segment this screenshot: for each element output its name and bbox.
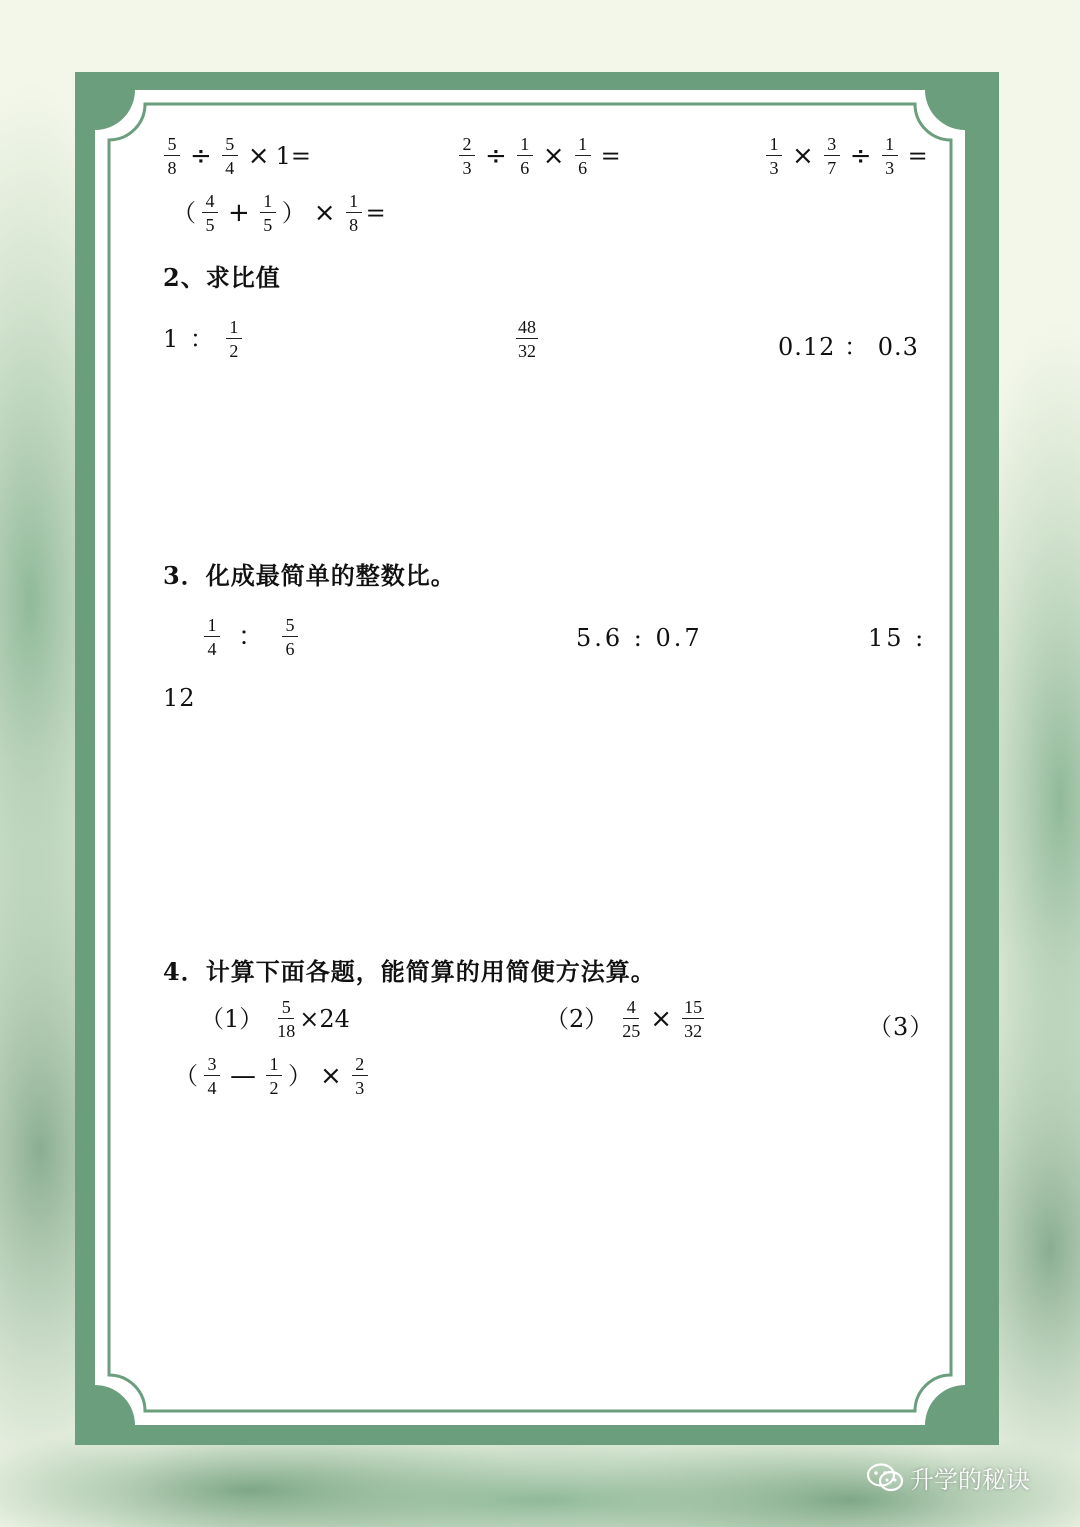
- problem-label: （1）: [200, 1005, 264, 1033]
- fraction: $\frac{1}{5}$: [260, 192, 276, 234]
- expression-tail: 1=: [275, 142, 311, 170]
- problem-tail: ×24: [299, 1005, 350, 1033]
- section-3-heading: 3．化成最简单的整数比。: [163, 561, 456, 590]
- ratio-item-2: [512, 318, 542, 360]
- problem-3-label: （3）: [868, 1013, 935, 1041]
- problem-2: [545, 998, 708, 1040]
- problem-3-expression: [172, 1055, 372, 1097]
- fraction: $\frac{1}{4}$: [204, 616, 220, 658]
- section-2-heading: 2、求比值: [163, 263, 281, 292]
- left-paren: （: [174, 1062, 198, 1090]
- fraction: $\frac{2}{3}$: [459, 135, 475, 177]
- divide-operator: ÷: [485, 141, 507, 171]
- multiply-operator: ×: [650, 1004, 673, 1034]
- plus-operator: +: [228, 198, 250, 228]
- expression-1b: [455, 135, 621, 177]
- multiply-operator: ×: [542, 141, 565, 171]
- fraction: $\frac{1}{3}$: [766, 135, 782, 177]
- right-paren: ）: [288, 1062, 312, 1090]
- fraction: $\frac{1}{6}$: [517, 135, 533, 177]
- fraction: $\frac{5}{6}$: [282, 616, 298, 658]
- divide-operator: ÷: [849, 141, 872, 171]
- expression-tail: =: [365, 199, 386, 227]
- watermark: [866, 1460, 1030, 1495]
- fraction: $\frac{1}{6}$: [575, 135, 591, 177]
- minus-operator: —: [230, 1061, 256, 1091]
- fraction: $\frac{5}{18}$: [277, 997, 296, 1041]
- ratio-item-3: 0.12 ： 0.3: [778, 333, 919, 361]
- simplify-item-1: [200, 616, 302, 658]
- expression-1d: [170, 192, 386, 234]
- expression-1a: [160, 135, 311, 177]
- left-paren: （: [172, 199, 196, 227]
- multiply-operator: ×: [313, 198, 336, 228]
- problem-1: [200, 998, 350, 1040]
- wechat-icon: [866, 1462, 904, 1494]
- simplify-item-2: 5.6 : 0.7: [576, 624, 703, 652]
- fraction: $\frac{48}{32}$: [518, 317, 536, 361]
- simplify-item-3-part1: 15 :: [868, 624, 927, 652]
- ratio-item-1: [163, 318, 246, 360]
- fraction: $\frac{4}{25}$: [622, 997, 641, 1041]
- fraction: $\frac{1}{3}$: [882, 135, 898, 177]
- fraction: $\frac{5}{4}$: [222, 135, 238, 177]
- fraction: $\frac{3}{7}$: [824, 135, 840, 177]
- fraction: $\frac{5}{8}$: [164, 135, 180, 177]
- colon: ：: [238, 622, 265, 652]
- fraction: $\frac{3}{4}$: [204, 1055, 220, 1097]
- fraction: $\frac{1}{2}$: [226, 318, 242, 360]
- watermark-text: 升学的秘诀: [910, 1466, 1030, 1494]
- right-paren: ）: [281, 199, 306, 227]
- section-4-heading: 4．计算下面各题，能简算的用简便方法算。: [163, 957, 656, 986]
- ratio-lead: 1 ：: [163, 325, 216, 353]
- expression-tail: =: [600, 142, 621, 170]
- fraction: $\frac{4}{5}$: [202, 192, 218, 234]
- multiply-operator: ×: [792, 141, 814, 171]
- expression-1c: [762, 135, 928, 177]
- problem-label: （2）: [545, 1005, 609, 1033]
- fraction: $\frac{1}{2}$: [266, 1055, 282, 1097]
- simplify-item-3-part2: 12: [163, 684, 196, 712]
- multiply-operator: ×: [320, 1061, 342, 1091]
- divide-operator: ÷: [190, 141, 212, 171]
- fraction: $\frac{1}{8}$: [346, 192, 362, 234]
- fraction: $\frac{15}{32}$: [684, 997, 703, 1041]
- fraction: $\frac{2}{3}$: [352, 1055, 368, 1097]
- multiply-operator: ×: [247, 141, 270, 171]
- expression-tail: =: [907, 142, 928, 170]
